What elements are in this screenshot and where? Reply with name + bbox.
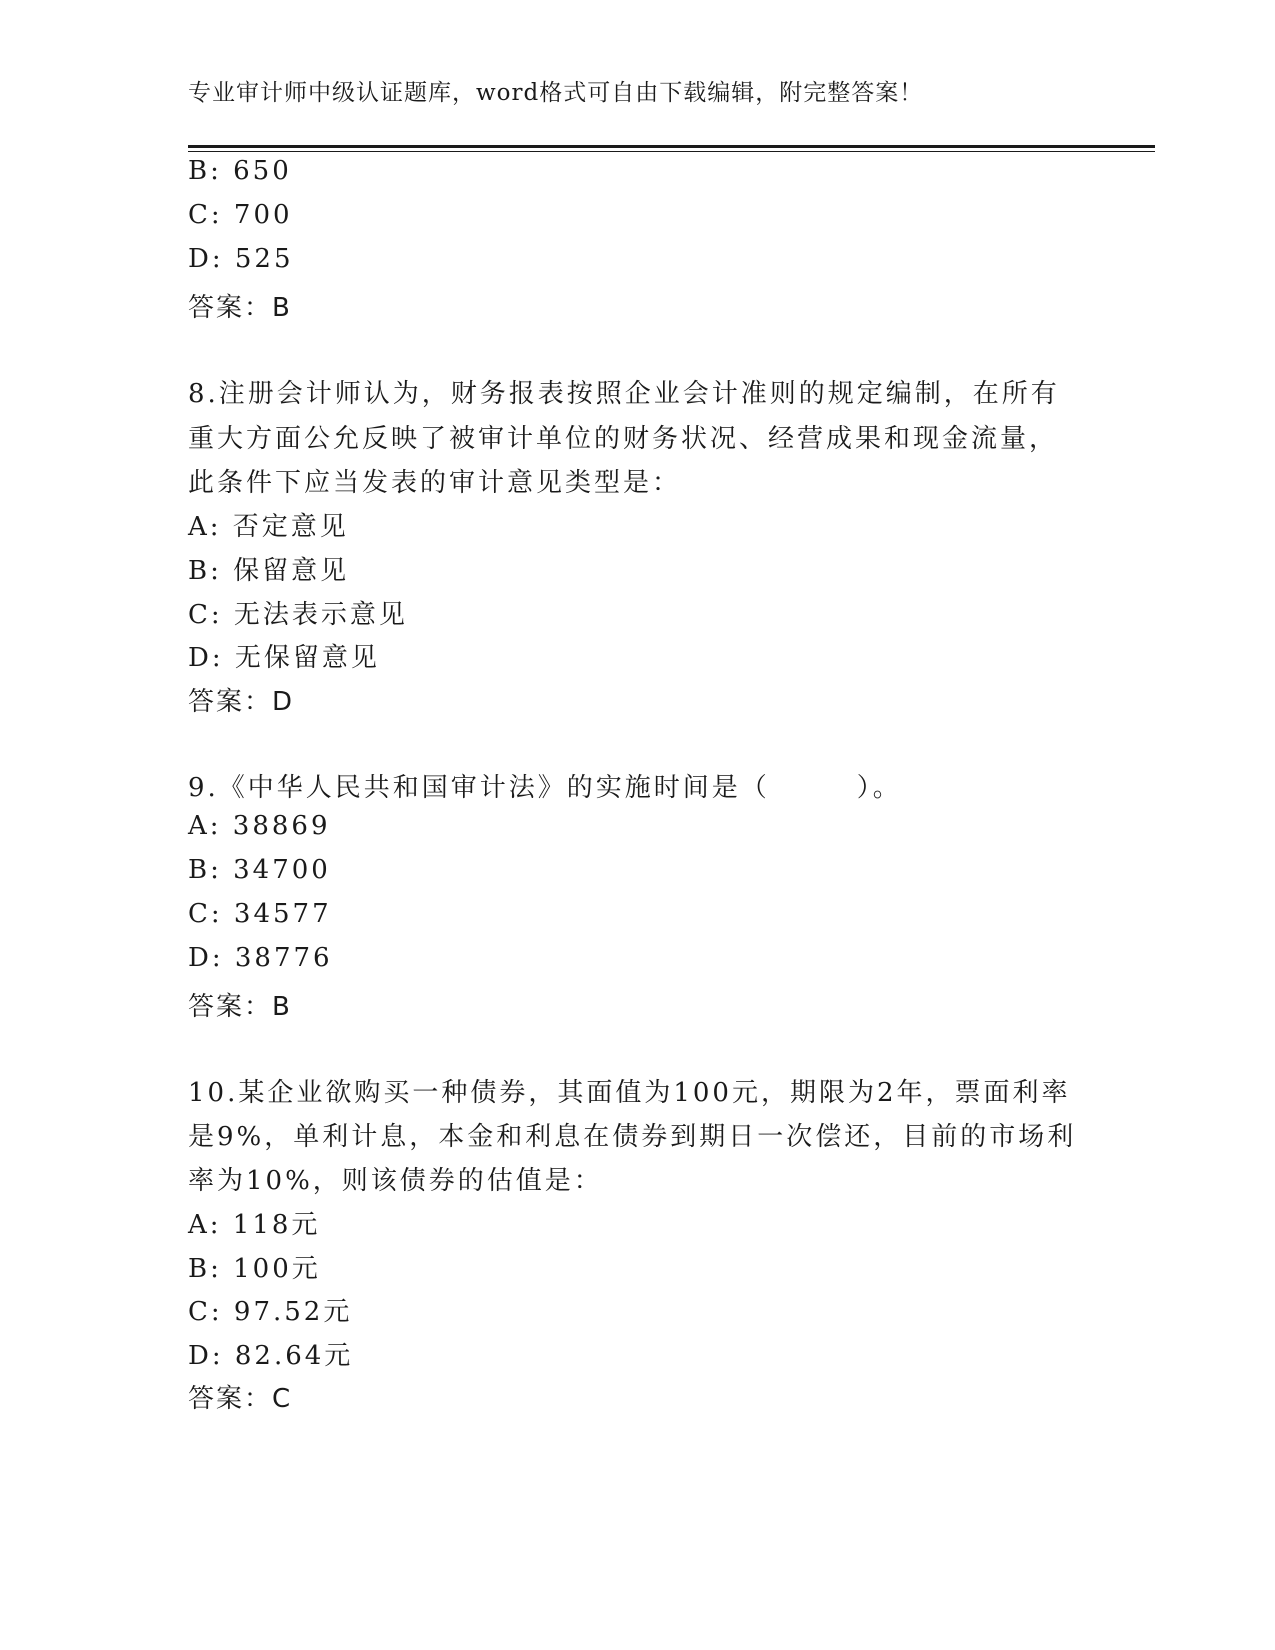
q8-stem-line-2: 重大方面公允反映了被审计单位的财务状况、经营成果和现金流量， <box>188 424 1059 454</box>
q7-option-b: B: 650 <box>188 156 292 186</box>
q10-option-a: A: 118元 <box>188 1210 321 1240</box>
q10-stem-line-3: 率为10%，则该债券的估值是： <box>188 1166 603 1196</box>
q9-option-d: D: 38776 <box>188 943 333 973</box>
q8-option-b: B: 保留意见 <box>188 556 350 586</box>
q8-answer: 答案：D <box>188 687 295 717</box>
q8-option-c: C: 无法表示意见 <box>188 600 408 630</box>
q9-answer: 答案：B <box>188 992 292 1022</box>
q7-option-d: D: 525 <box>188 244 294 274</box>
q9-option-a: A: 38869 <box>188 811 331 841</box>
q7-answer: 答案：B <box>188 293 292 323</box>
q8-option-a: A: 否定意见 <box>188 512 349 542</box>
q7-option-c: C: 700 <box>188 200 293 230</box>
q10-answer: 答案：C <box>188 1384 293 1414</box>
q9-option-b: B: 34700 <box>188 855 331 885</box>
header-divider <box>188 145 1155 152</box>
q8-stem-line-3: 此条件下应当发表的审计意见类型是： <box>188 468 682 498</box>
q9-option-c: C: 34577 <box>188 899 332 929</box>
q10-option-c: C: 97.52元 <box>188 1297 353 1327</box>
q10-stem-line-2: 是9%，单利计息，本金和利息在债券到期日一次偿还，目前的市场利 <box>188 1122 1077 1152</box>
q9-stem-line-1: 9.《中华人民共和国审计法》的实施时间是（ ）。 <box>188 773 902 803</box>
q10-option-b: B: 100元 <box>188 1254 321 1284</box>
q10-stem-line-1: 10.某企业欲购买一种债券，其面值为100元，期限为2年，票面利率 <box>188 1078 1071 1108</box>
q8-stem-line-1: 8.注册会计师认为，财务报表按照企业会计准则的规定编制，在所有 <box>188 379 1060 409</box>
q8-option-d: D: 无保留意见 <box>188 643 380 673</box>
page-header: 专业审计师中级认证题库，word格式可自由下载编辑，附完整答案！ <box>188 80 924 106</box>
q10-option-d: D: 82.64元 <box>188 1341 354 1371</box>
